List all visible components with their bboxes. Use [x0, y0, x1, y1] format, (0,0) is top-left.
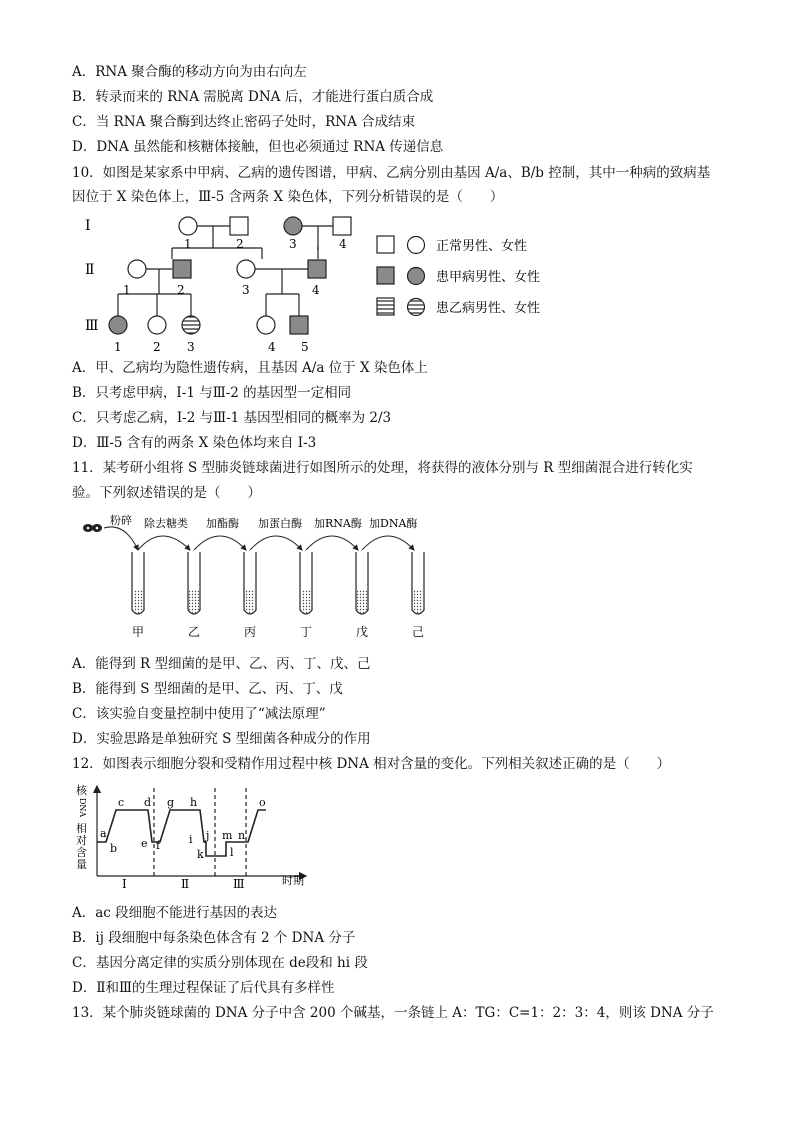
tube-label-wu: 戊 — [356, 625, 369, 639]
q12-option-a: A．ac 段细胞不能进行基因的表达 — [72, 905, 278, 921]
svg-text:m: m — [222, 829, 233, 842]
q12-option-c: C．基因分离定律的实质分别体现在 de段和 hi 段 — [72, 955, 368, 971]
phase-label-2: Ⅱ — [181, 877, 190, 891]
svg-text:DNA: DNA — [78, 798, 87, 818]
pedigree-iii3-female-affected-b — [182, 316, 200, 334]
q10-option-b: B．只考虑甲病，Ⅰ-1 与Ⅲ-2 的基因型一定相同 — [72, 385, 352, 401]
transformation-experiment-figure — [80, 512, 450, 642]
q13-stem-line1: 13．某个肺炎链球菌的 DNA 分子中含 200 个碱基，一条链上 A：TG：C=1：2：3：4，则该 DNA 分子 — [72, 1005, 714, 1021]
q10-option-c: C．只考虑乙病，Ⅰ-2 与Ⅲ-1 基因型相同的概率为 2/3 — [72, 410, 392, 426]
step-rnase-label: 加RNA酶 — [314, 517, 362, 530]
arrow-crush — [104, 527, 138, 550]
q10-stem-line1: 10．如图是某家系中甲病、乙病的遗传图谱，甲病、乙病分别由基因 A/a、B/b 控制，其中一种病的致病基 — [72, 165, 711, 181]
step-protease-label: 加蛋白酶 — [258, 517, 302, 530]
arrow-dnase — [362, 536, 414, 550]
i1-number: 1 — [184, 237, 192, 251]
svg-text:f: f — [156, 839, 161, 852]
q11-stem-line1: 11．某考研小组将 S 型肺炎链球菌进行如图所示的处理，将获得的液体分别与 R 型细菌混合进行转化实 — [72, 460, 693, 476]
step-remove-sugar-label: 除去糖类 — [144, 517, 188, 530]
pedigree-i3-female-affected-a — [284, 217, 302, 235]
pedigree-ii2-male-affected-a — [173, 260, 191, 278]
iii1-number: 1 — [114, 340, 122, 354]
svg-text:含: 含 — [76, 846, 87, 859]
q11-stem-line2: 验。下列叙述错误的是（ ） — [72, 485, 261, 501]
q11-option-a: A．能得到 R 型细菌的是甲、乙、丙、丁、戊、己 — [72, 656, 371, 672]
graph-x-label: 时期 — [282, 874, 304, 887]
iii5-number: 5 — [301, 340, 309, 354]
q9-option-b: B．转录而来的 RNA 需脱离 DNA 后，才能进行蛋白质合成 — [72, 89, 434, 105]
q11-option-b: B．能得到 S 型细菌的是甲、乙、丙、丁、戊 — [72, 681, 343, 697]
arrow-lipase — [194, 536, 246, 550]
legend-a-label: 患甲病男性、女性 — [436, 270, 541, 285]
svg-text:对: 对 — [76, 834, 87, 847]
q10-stem-line2: 因位于 X 染色体上，Ⅲ-5 含两条 X 染色体，下列分析错误的是（ ） — [72, 189, 504, 205]
legend-normal-male-icon — [377, 236, 394, 253]
svg-text:c: c — [118, 796, 125, 809]
pedigree-iii5-male-affected-a — [290, 316, 308, 334]
pedigree-ii3-female — [237, 260, 255, 278]
svg-text:n: n — [238, 829, 246, 842]
q11-option-c: C．该实验自变量控制中使用了“减法原理” — [72, 706, 326, 722]
svg-text:h: h — [190, 796, 198, 809]
legend-b-male-icon — [377, 298, 394, 315]
q12-option-d: D．Ⅱ和Ⅲ的生理过程保证了后代具有多样性 — [72, 980, 335, 996]
svg-text:核: 核 — [76, 784, 87, 797]
arrow-protease — [250, 536, 302, 550]
tube-label-jia: 甲 — [132, 625, 145, 639]
q9-option-d: D．DNA 虽然能和核糖体接触，但也必须通过 RNA 传递信息 — [72, 139, 444, 155]
arrow-rnase — [306, 536, 358, 550]
pedigree-i1-female — [179, 217, 197, 235]
pedigree-ii1-female — [128, 260, 146, 278]
q11-option-d: D．实验思路是单独研究 S 型细菌各种成分的作用 — [72, 731, 371, 747]
svg-text:e: e — [141, 837, 148, 850]
legend-b-label: 患乙病男性、女性 — [436, 301, 541, 316]
arrow-remove-sugar — [138, 536, 190, 550]
q9-option-c: C．当 RNA 聚合酶到达终止密码子处时，RNA 合成结束 — [72, 114, 416, 130]
tube-label-ding: 丁 — [300, 625, 313, 639]
pedigree-iii1-female-affected-a — [109, 316, 127, 334]
iii2-number: 2 — [153, 340, 161, 354]
legend-normal-female-icon — [408, 237, 425, 254]
phase-label-1: Ⅰ — [122, 877, 127, 891]
i3-number: 3 — [289, 237, 297, 251]
legend-a-male-icon — [377, 267, 394, 284]
legend-b-female-icon — [408, 299, 425, 316]
graph-y-label — [76, 783, 88, 871]
dna-content-graph — [72, 780, 342, 895]
svg-text:g: g — [167, 796, 175, 809]
i2-number: 2 — [236, 237, 244, 251]
step-lipase-label: 加酯酶 — [206, 517, 239, 530]
svg-text:相: 相 — [76, 822, 87, 835]
q10-option-a: A．甲、乙病均为隐性遗传病，且基因 A/a 位于 X 染色体上 — [72, 360, 428, 376]
gen-label-1: Ⅰ — [85, 218, 91, 234]
gen-label-3: Ⅲ — [85, 318, 99, 334]
q12-stem: 12．如图表示细胞分裂和受精作用过程中核 DNA 相对含量的变化。下列相关叙述正确的是（ ） — [72, 756, 671, 772]
svg-text:b: b — [110, 842, 118, 855]
svg-text:k: k — [197, 848, 204, 861]
iii4-number: 4 — [268, 340, 276, 354]
pedigree-iii2-female — [148, 316, 166, 334]
q12-option-b: B．ij 段细胞中每条染色体含有 2 个 DNA 分子 — [72, 930, 356, 946]
i4-number: 4 — [339, 237, 347, 251]
q9-option-a: A．RNA 聚合酶的移动方向为由右向左 — [72, 64, 307, 80]
svg-text:j: j — [206, 829, 210, 842]
svg-text:o: o — [259, 796, 266, 809]
phase-label-3: Ⅲ — [233, 877, 245, 891]
svg-text:i: i — [189, 833, 193, 846]
svg-text:量: 量 — [76, 858, 87, 871]
ii4-number: 4 — [312, 283, 320, 297]
legend-normal-label: 正常男性、女性 — [436, 239, 528, 254]
tube-label-bing: 丙 — [244, 625, 257, 639]
pedigree-i4-male — [333, 217, 351, 235]
pedigree-ii4-male-affected-a — [308, 260, 326, 278]
ii3-number: 3 — [242, 283, 250, 297]
svg-text:a: a — [100, 827, 107, 840]
pedigree-chart — [80, 208, 570, 356]
iii3-number: 3 — [187, 340, 195, 354]
svg-text:l: l — [230, 846, 234, 859]
ii2-number: 2 — [177, 283, 185, 297]
step-dnase-label: 加DNA酶 — [369, 517, 418, 530]
tube-label-yi: 乙 — [188, 625, 201, 639]
ii1-number: 1 — [123, 283, 131, 297]
gen-label-2: Ⅱ — [85, 262, 95, 278]
q10-option-d: D．Ⅲ-5 含有的两条 X 染色体均来自 Ⅰ-3 — [72, 435, 317, 451]
svg-text:d: d — [144, 796, 152, 809]
tube-label-ji: 己 — [412, 625, 425, 639]
step-crush-label: 粉碎 — [110, 514, 132, 527]
legend-a-female-icon — [408, 268, 425, 285]
pedigree-iii4-female — [257, 316, 275, 334]
pedigree-i2-male — [230, 217, 248, 235]
